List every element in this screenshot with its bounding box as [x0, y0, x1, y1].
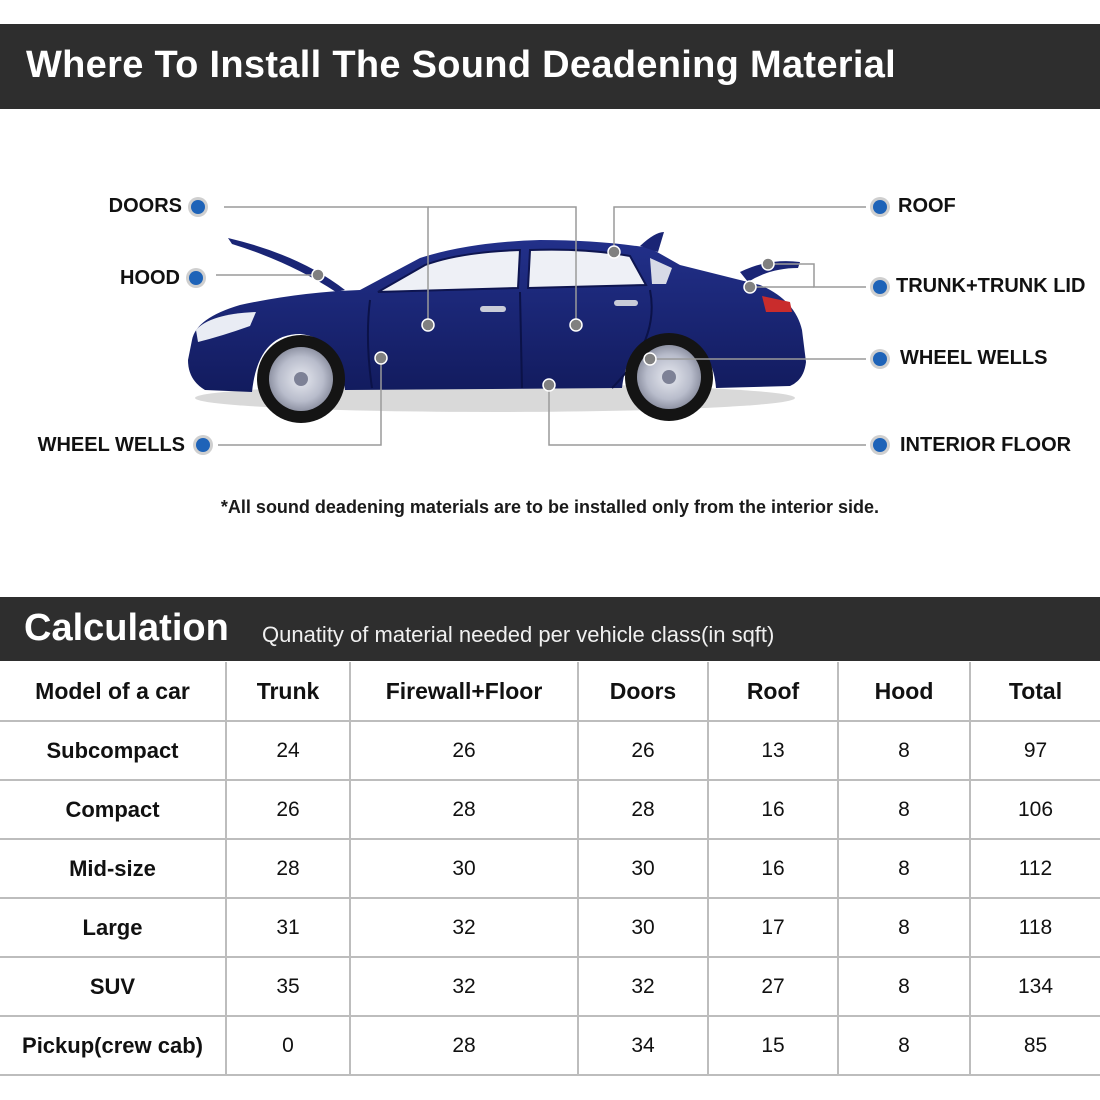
column-header: Roof	[708, 662, 838, 721]
trunk-cell: 28	[226, 839, 350, 898]
front-wheel	[257, 335, 345, 423]
total-cell: 134	[970, 957, 1100, 1016]
model-cell: Subcompact	[0, 721, 226, 780]
trunk-cell: 24	[226, 721, 350, 780]
doors-cell: 30	[578, 898, 708, 957]
label-wheel-wells-left: WHEEL WELLS	[37, 434, 185, 456]
model-cell: SUV	[0, 957, 226, 1016]
column-header: Hood	[838, 662, 970, 721]
label-roof: ROOF	[898, 195, 956, 217]
wheel-wells-right-marker-icon	[870, 349, 890, 369]
hood-cell: 8	[838, 839, 970, 898]
roof-marker-icon	[870, 197, 890, 217]
model-cell: Compact	[0, 780, 226, 839]
rear-window	[528, 250, 646, 288]
trunk-cell: 35	[226, 957, 350, 1016]
model-cell: Mid-size	[0, 839, 226, 898]
wheel-wells-left-marker-icon	[193, 435, 213, 455]
doors-cell: 30	[578, 839, 708, 898]
column-header: Trunk	[226, 662, 350, 721]
hood-cell: 8	[838, 1016, 970, 1075]
calculation-table	[0, 662, 1100, 1076]
doors-cell: 34	[578, 1016, 708, 1075]
roof-cell: 16	[708, 780, 838, 839]
column-header: Firewall+Floor	[350, 662, 578, 721]
label-wheel-wells-right: WHEEL WELLS	[900, 347, 1048, 369]
table-header-row	[0, 662, 1100, 721]
table-row	[0, 780, 1100, 839]
hood-cell: 8	[838, 780, 970, 839]
calculation-subtitle: Qunatity of material needed per vehicle class(in sqft)	[262, 622, 775, 647]
calculation-banner	[0, 597, 1100, 661]
car-diagram	[0, 110, 1100, 540]
total-cell: 106	[970, 780, 1100, 839]
table-row	[0, 721, 1100, 780]
page-title: Where To Install The Sound Deadening Material	[26, 44, 897, 86]
total-cell: 118	[970, 898, 1100, 957]
model-cell: Pickup(crew cab)	[0, 1016, 226, 1075]
hood-cell: 8	[838, 721, 970, 780]
installation-note: *All sound deadening materials are to be installed only from the interior side.	[220, 497, 880, 517]
doors-cell: 32	[578, 957, 708, 1016]
table-row	[0, 839, 1100, 898]
calculation-title: Calculation	[24, 607, 229, 649]
table-row	[0, 957, 1100, 1016]
table-row	[0, 898, 1100, 957]
hood-cell: 8	[838, 898, 970, 957]
roof-cell: 27	[708, 957, 838, 1016]
column-header: Doors	[578, 662, 708, 721]
rear-door-handle	[614, 300, 638, 306]
label-interior-floor: INTERIOR FLOOR	[900, 434, 1072, 456]
label-hood: HOOD	[120, 267, 180, 289]
hood-cell: 8	[838, 957, 970, 1016]
firewall-floor-cell: 28	[350, 780, 578, 839]
column-header: Total	[970, 662, 1100, 721]
car-illustration	[0, 110, 1100, 540]
roof-cell: 13	[708, 721, 838, 780]
firewall-floor-cell: 32	[350, 957, 578, 1016]
total-cell: 112	[970, 839, 1100, 898]
total-cell: 97	[970, 721, 1100, 780]
label-doors: DOORS	[108, 195, 182, 217]
label-trunk: TRUNK+TRUNK LID	[896, 275, 1086, 297]
firewall-floor-cell: 30	[350, 839, 578, 898]
header-banner	[0, 24, 1100, 109]
column-header: Model of a car	[0, 662, 226, 721]
roof-cell: 17	[708, 898, 838, 957]
hood-marker-icon	[186, 268, 206, 288]
trunk-cell: 31	[226, 898, 350, 957]
trunk-marker-icon	[870, 277, 890, 297]
trunk-cell: 0	[226, 1016, 350, 1075]
trunk-cell: 26	[226, 780, 350, 839]
doors-marker-icon	[188, 197, 208, 217]
front-door-handle	[480, 306, 506, 312]
rear-wheel	[625, 333, 713, 421]
roof-cell: 16	[708, 839, 838, 898]
firewall-floor-cell: 28	[350, 1016, 578, 1075]
roof-cell: 15	[708, 1016, 838, 1075]
interior-floor-marker-icon	[870, 435, 890, 455]
model-cell: Large	[0, 898, 226, 957]
open-hood	[228, 238, 345, 292]
firewall-floor-cell: 32	[350, 898, 578, 957]
firewall-floor-cell: 26	[350, 721, 578, 780]
total-cell: 85	[970, 1016, 1100, 1075]
doors-cell: 26	[578, 721, 708, 780]
table-row	[0, 1016, 1100, 1075]
doors-cell: 28	[578, 780, 708, 839]
